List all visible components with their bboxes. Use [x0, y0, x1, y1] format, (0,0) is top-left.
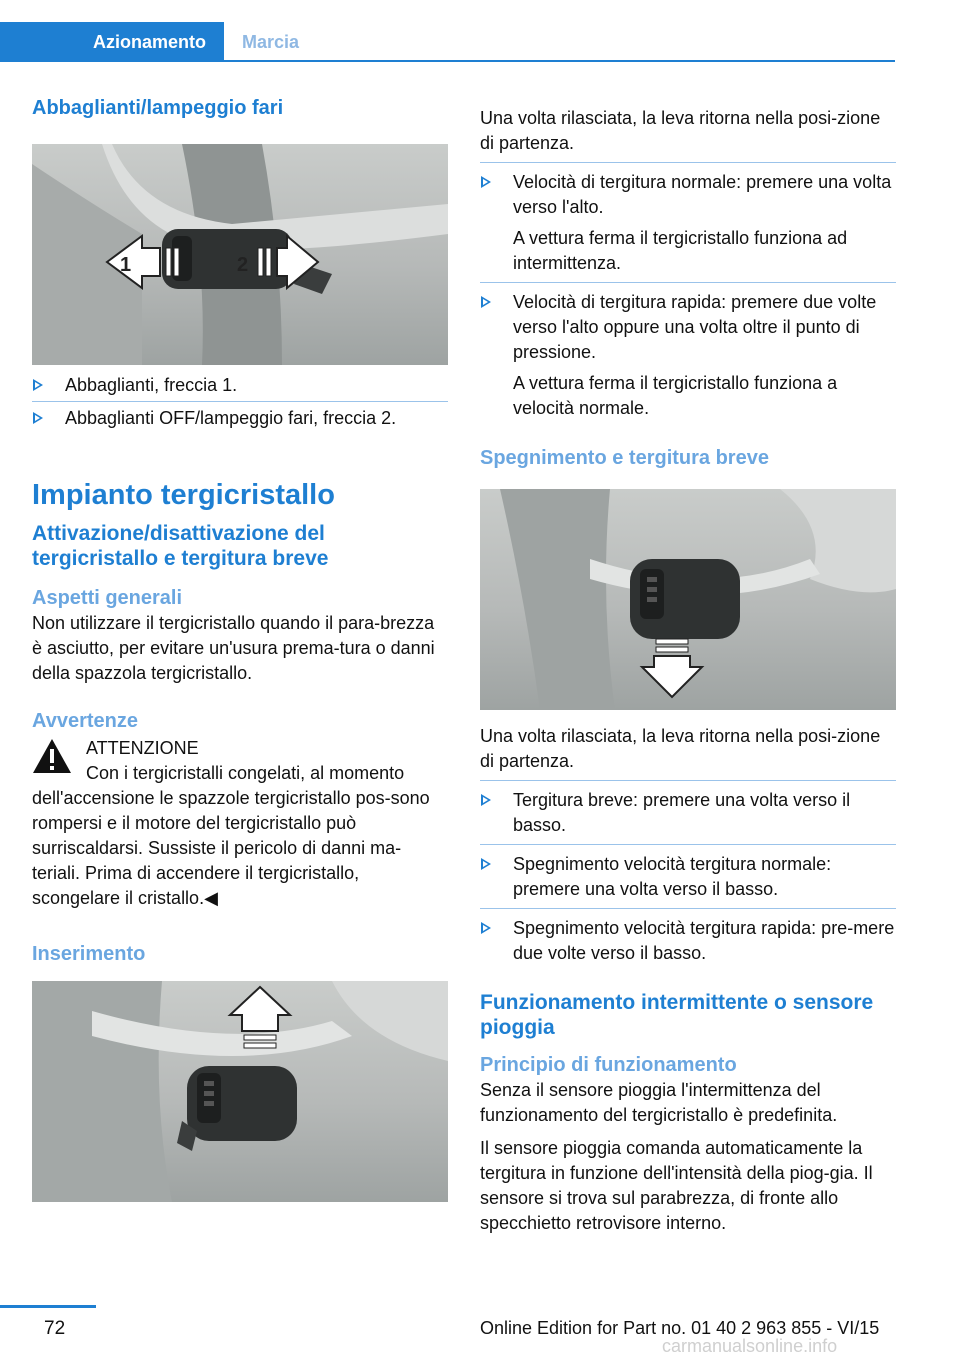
heading-switch-off: Spegnimento e tergitura breve: [480, 447, 769, 469]
heading-high-beam: Abbaglianti/lampeggio fari: [32, 97, 284, 119]
triangle-bullet-icon: [481, 922, 491, 934]
list-item: [480, 788, 896, 838]
tab-marcia[interactable]: Marcia: [242, 32, 300, 52]
heading-wiper-system: Impianto tergicristallo: [32, 479, 335, 511]
triangle-bullet-icon: [481, 794, 491, 806]
heading-general: Aspetti generali: [32, 587, 183, 609]
principle-paragraph-1: Senza il sensore pioggia l'intermittenza del funzionamento del tergicristallo è predefinita.: [480, 1080, 838, 1125]
list-item: [32, 373, 448, 398]
divider: [480, 780, 896, 781]
principle-paragraph-2: Il sensore pioggia comanda automaticamente la tergitura in funzione dell'intensità della piog‐gia. Il sensore si trova sul parabrezza, di fronte allo specchietto retrovisore interno.: [480, 1138, 873, 1233]
list-item-text: Spegnimento velocità tergitura rapida: pre‐mere due volte verso il basso.: [513, 918, 895, 963]
triangle-bullet-icon: [33, 379, 43, 391]
page-number: 72: [44, 1318, 66, 1339]
list-item-note: A vettura ferma il tergicristallo funziona a velocità normale.: [513, 373, 838, 418]
heading-activation: Attivazione/disattivazione del tergicristallo e tergitura breve: [32, 522, 329, 570]
divider: [480, 282, 896, 283]
list-item-text: Abbaglianti OFF/lampeggio fari, freccia 2.: [65, 408, 397, 428]
triangle-bullet-icon: [481, 296, 491, 308]
release-paragraph-1: Una volta rilasciata, la leva ritorna nella posi‐zione di partenza.: [480, 108, 881, 153]
high-beam-lever-illustration: [32, 144, 448, 365]
footer-rule: [0, 1305, 96, 1308]
wiper-lever-up-illustration: [32, 981, 448, 1202]
high-beam-list: [32, 373, 448, 431]
section-tabs: [0, 22, 895, 62]
warning-triangle-icon: [32, 738, 72, 774]
left-column: [32, 95, 448, 1202]
list-item: [480, 170, 896, 220]
list-item-text: Tergitura breve: premere una volta verso il basso.: [513, 790, 851, 835]
divider: [480, 162, 896, 163]
watermark: carmanualsonline.info: [662, 1336, 838, 1356]
edition-text: Online Edition for Part no. 01 40 2 963 855 - VI/15: [480, 1318, 880, 1338]
heading-warnings: Avvertenze: [32, 710, 138, 732]
heading-switch-on: Inserimento: [32, 943, 146, 965]
divider: [480, 908, 896, 909]
warning-title: ATTENZIONE: [86, 738, 199, 758]
triangle-bullet-icon: [481, 858, 491, 870]
list-item-text: Velocità di tergitura normale: premere una volta verso l'alto.: [513, 172, 892, 217]
list-item: [480, 852, 896, 902]
warning-block: [32, 736, 448, 761]
heading-principle: Principio di funzionamento: [480, 1054, 737, 1076]
header-rule: [224, 60, 895, 62]
right-column: [480, 106, 896, 1236]
list-item: [32, 406, 448, 431]
arrow-label-2: 2: [237, 254, 249, 276]
release-paragraph-2: Una volta rilasciata, la leva ritorna nella posi‐zione di partenza.: [480, 726, 881, 771]
general-paragraph: Non utilizzare il tergicristallo quando il para‐brezza è asciutto, per evitare un'usura prema‐tura o danni della spazzola tergicristallo.: [32, 613, 435, 683]
wiper-lever-down-illustration: [480, 489, 896, 710]
list-item-text: Spegnimento velocità tergitura normale: premere una volta verso il basso.: [513, 854, 832, 899]
list-item-text: Abbaglianti, freccia 1.: [65, 375, 238, 395]
divider: [32, 401, 448, 402]
tab-azionamento[interactable]: Azionamento: [0, 22, 224, 62]
list-item-text: Velocità di tergitura rapida: premere due volte verso l'alto oppure una volta oltre il punto di pressione.: [513, 292, 877, 362]
warning-text: Con i tergicristalli congelati, al momento dell'accensione le spazzole tergicristallo pos‐sono rompersi e il motore del tergicristallo può surriscaldarsi. Sussiste il pericolo di danni ma‐teriali. Prima di accendere il tergicristallo, scongelare il cristallo.◀: [32, 763, 430, 908]
arrow-label-1: 1: [120, 254, 132, 276]
divider: [480, 844, 896, 845]
triangle-bullet-icon: [481, 176, 491, 188]
heading-intermittent: Funzionamento intermittente o sensore pioggia: [480, 991, 874, 1039]
list-item-note: A vettura ferma il tergicristallo funziona ad intermittenza.: [513, 228, 848, 273]
list-item: [480, 916, 896, 966]
list-item: [480, 290, 896, 365]
triangle-bullet-icon: [33, 412, 43, 424]
